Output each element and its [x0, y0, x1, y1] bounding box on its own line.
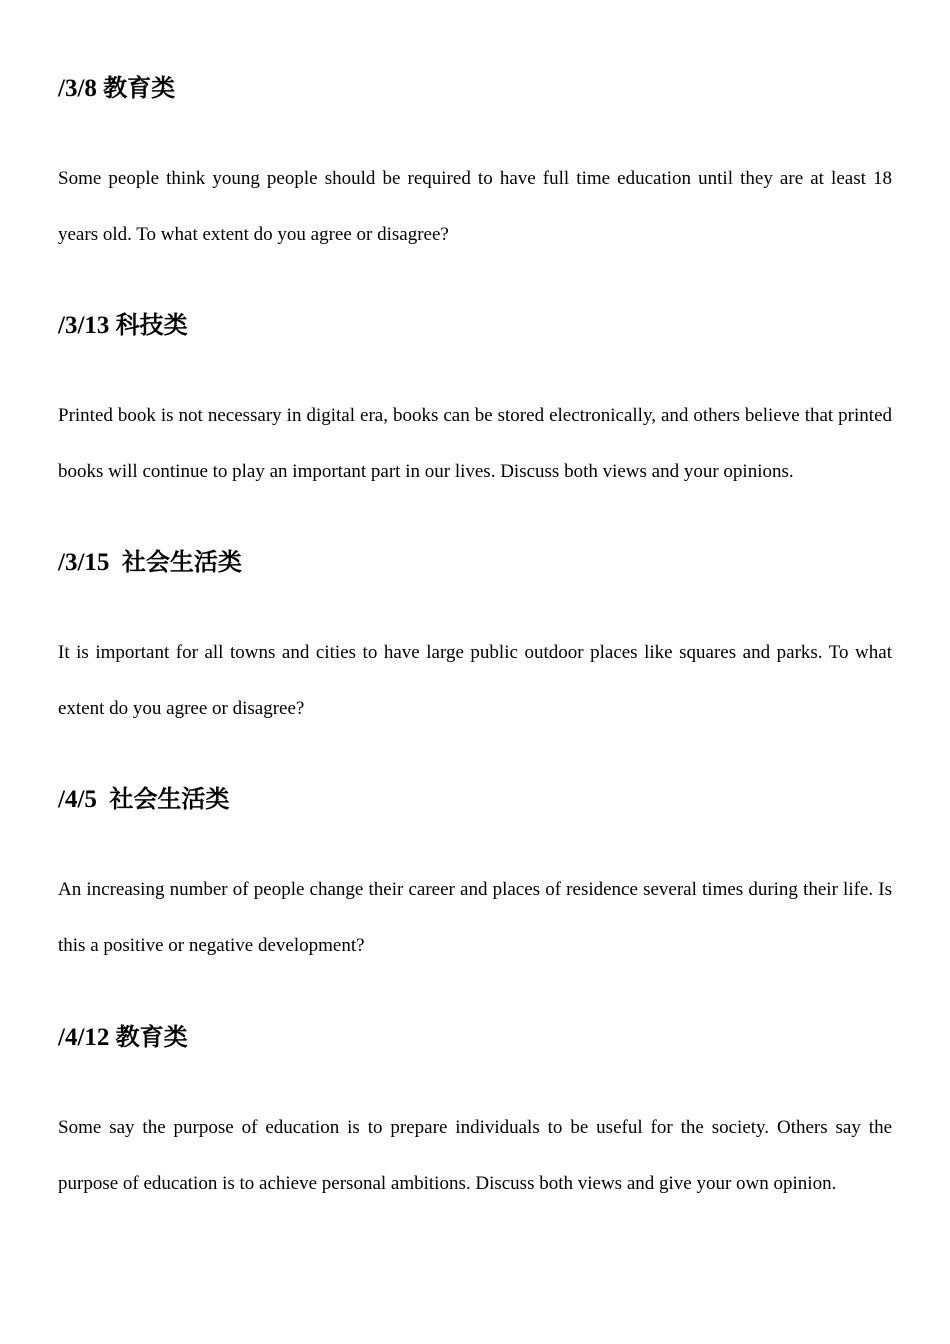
- topic-category: 科技类: [115, 311, 188, 339]
- topic-category: 社会生活类: [121, 548, 242, 576]
- topic-prompt: Some say the purpose of education is to prepare individuals to be useful for the society. Others say the purpose of education is to achieve personal ambitions. Discuss both views and give your own opinion.: [58, 1117, 892, 1194]
- topic-date: /3/13: [58, 312, 116, 339]
- topic-heading: [58, 782, 892, 817]
- topic-entry-4: [58, 782, 892, 956]
- topic-prompt: Some people think young people should be required to have full time education until they are at least 18 years old. To what extent do you agree or disagree?: [58, 168, 892, 245]
- topic-prompt: An increasing number of people change their career and places of residence several times during their life. Is this a positive or negative development?: [58, 879, 892, 956]
- topic-category: 教育类: [103, 74, 176, 102]
- topic-category: 教育类: [115, 1023, 188, 1051]
- topic-prompt: Printed book is not necessary in digital era, books can be stored electronically, and others believe that printed books will continue to play an important part in our lives. Discuss both views and your opinions.: [58, 405, 892, 482]
- topic-date: /4/12: [58, 1024, 116, 1051]
- topic-date: /4/5: [58, 786, 110, 813]
- topic-prompt: It is important for all towns and cities to have large public outdoor places like squares and parks. To what extent do you agree or disagree?: [58, 642, 892, 719]
- topic-category: 社会生活类: [109, 785, 230, 813]
- topic-entry-1: [58, 71, 892, 245]
- topic-heading: [58, 71, 892, 106]
- topic-heading: [58, 545, 892, 580]
- topic-entry-5: [58, 1020, 892, 1194]
- topic-date: /3/8: [58, 75, 104, 102]
- topic-heading: [58, 1020, 892, 1055]
- topic-heading: [58, 308, 892, 343]
- topic-date: /3/15: [58, 549, 122, 576]
- topic-entry-2: [58, 308, 892, 482]
- topic-entry-3: [58, 545, 892, 719]
